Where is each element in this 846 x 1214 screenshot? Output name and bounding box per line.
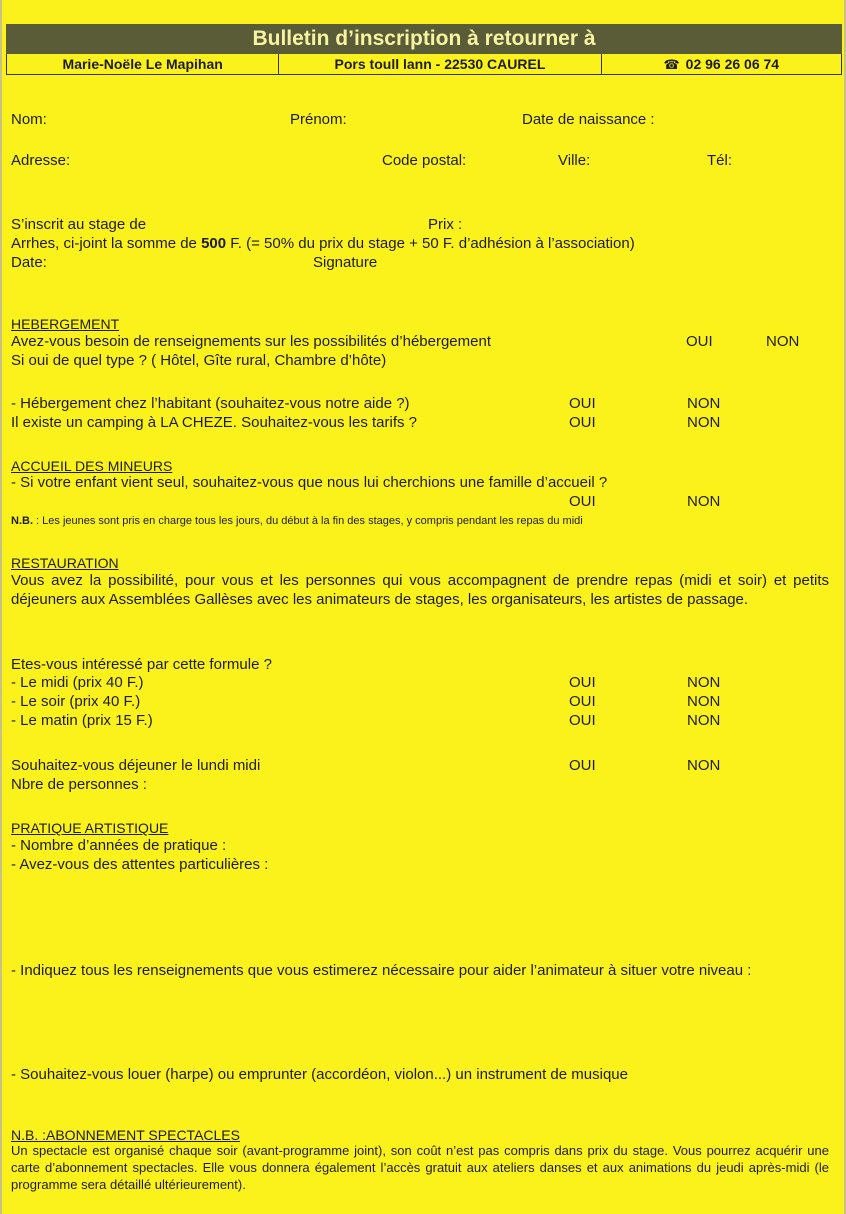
pratique-title: PRATIQUE ARTISTIQUE [11,820,169,836]
hebergement-q3-non[interactable]: NON [687,395,721,412]
form-title: Bulletin d’inscription à retourner à [6,24,842,54]
hebergement-q3: - Hébergement chez l’habitant (souhaitez-vous notre aide ?) [11,395,410,412]
hebergement-title: HEBERGEMENT [11,316,120,332]
mineurs-oui[interactable]: OUI [569,493,596,510]
pratique-annees: - Nombre d’années de pratique : [11,837,227,854]
code-postal-label: Code postal: [382,152,467,169]
page-edge-left [0,0,2,1214]
prix-label: Prix : [428,216,463,233]
restauration-midi: - Le midi (prix 40 F.) [11,674,144,691]
restauration-interesse: Etes-vous intéressé par cette formule ? [11,656,272,673]
hebergement-q2: Si oui de quel type ? ( Hôtel, Gîte rural, Chambre d’hôte) [11,352,387,369]
restauration-matin: - Le matin (prix 15 F.) [11,712,153,729]
hebergement-q4: Il existe un camping à LA CHEZE. Souhaitez-vous les tarifs ? [11,414,418,431]
contact-row [6,54,842,75]
spectacles-title: N.B. :ABONNEMENT SPECTACLES [11,1127,240,1143]
contact-address: Pors toull lann - 22530 CAUREL [279,54,601,74]
mineurs-nb-label: N.B. [11,515,33,527]
mineurs-nb-text: : Les jeunes sont pris en charge tous les jours, du début à la fin des stages, y compris pendant les repas du midi [33,515,583,527]
hebergement-q1: Avez-vous besoin de renseignements sur les possibilités d’hébergement [11,333,491,350]
restauration-lundi-oui[interactable]: OUI [569,757,596,774]
prenom-label: Prénom: [290,111,347,128]
hebergement-q4-non[interactable]: NON [687,414,721,431]
signature-label: Signature [313,254,378,271]
spectacles-text: Un spectacle est organisé chaque soir (avant-programme joint), son coût n’est pas compris dans prix du stage. Vous pourrez acquérir une carte d’abonnement spectacles. Elle vous donnera également l’accès gratuit aux ateliers danses et aux animations du jeudi après-midi (le programme sera détaillé ultérieurement). [11,1143,829,1192]
restauration-nbre: Nbre de personnes : [11,776,147,793]
restauration-lundi-non[interactable]: NON [687,757,721,774]
arrhes-prefix: Arrhes, ci-joint la somme de [11,235,197,252]
pratique-niveau: - Indiquez tous les renseignements que vous estimerez nécessaire pour aider l’animateur à situer votre niveau : [11,962,752,979]
restauration-matin-non[interactable]: NON [687,712,721,729]
hebergement-q1-non[interactable]: NON [766,333,800,350]
restauration-intro: Vous avez la possibilité, pour vous et les personnes qui vous accompagnent de prendre repas (midi et soir) et petits déjeuners aux Assemblées Gallèses avec les animateurs de stages, les organisateurs, les artistes de passage. [11,572,829,608]
restauration-soir-non[interactable]: NON [687,693,721,710]
mineurs-non[interactable]: NON [687,493,721,510]
mineurs-title: ACCUEIL DES MINEURS [11,458,173,474]
arrhes-line [11,235,635,253]
restauration-midi-oui[interactable]: OUI [569,674,596,691]
arrhes-amount: 500 [201,235,227,252]
phone-icon: ☎ [663,57,680,72]
contact-phone-number: 02 96 26 06 74 [685,56,780,72]
restauration-title: RESTAURATION [11,555,119,571]
contact-phone [602,54,841,74]
contact-name: Marie-Noële Le Mapihan [7,54,279,74]
mineurs-q1: - Si votre enfant vient seul, souhaitez-vous que nous lui cherchions une famille d’accueil ? [11,474,608,491]
pratique-instrument: - Souhaitez-vous louer (harpe) ou emprunter (accordéon, violon...) un instrument de musique [11,1066,628,1083]
restauration-matin-oui[interactable]: OUI [569,712,596,729]
mineurs-nb [11,514,583,528]
tel-label: Tél: [707,152,733,169]
date-label: Date: [11,254,47,271]
nom-label: Nom: [11,111,47,128]
hebergement-q1-oui[interactable]: OUI [686,333,713,350]
hebergement-q3-oui[interactable]: OUI [569,395,596,412]
arrhes-suffix: F. (= 50% du prix du stage + 50 F. d’adhésion à l’association) [230,235,635,252]
restauration-soir-oui[interactable]: OUI [569,693,596,710]
adresse-label: Adresse: [11,152,71,169]
ville-label: Ville: [558,152,591,169]
restauration-soir: - Le soir (prix 40 F.) [11,693,141,710]
stage-label: S’inscrit au stage de [11,216,147,233]
date-naissance-label: Date de naissance : [522,111,655,128]
restauration-midi-non[interactable]: NON [687,674,721,691]
restauration-lundi: Souhaitez-vous déjeuner le lundi midi [11,757,261,774]
pratique-attentes: - Avez-vous des attentes particulières : [11,856,269,873]
hebergement-q4-oui[interactable]: OUI [569,414,596,431]
